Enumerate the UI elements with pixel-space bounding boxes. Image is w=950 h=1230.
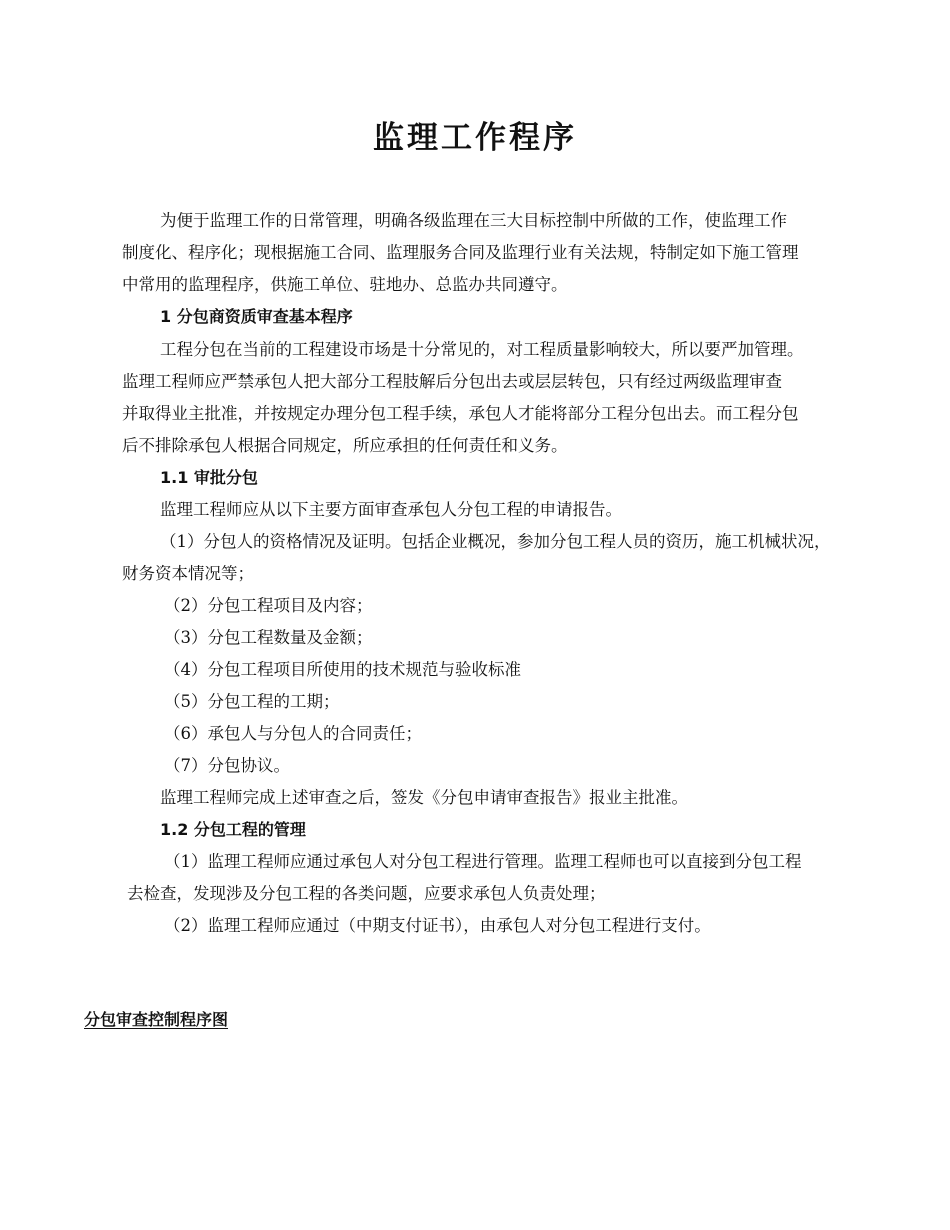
section-1-paragraph-line-4: 后不排除承包人根据合同规定，所应承担的任何责任和义务。: [122, 436, 568, 455]
section-1-paragraph-line-2: 监理工程师应严禁承包人把大部分工程肢解后分包出去或层层转包，只有经过两级监理审查: [122, 372, 782, 391]
management-item-1-line-2: 去检查，发现涉及分包工程的各类问题，应要求承包人负责处理；: [127, 884, 606, 903]
section-1-paragraph-line-3: 并取得业主批准，并按规定办理分包工程手续，承包人才能将部分工程分包出去。而工程分包: [122, 404, 799, 423]
section-1-1-closing: 监理工程师完成上述审查之后，签发《分包申请审查报告》报业主批准。: [160, 788, 688, 807]
review-item-4: （4）分包工程项目所使用的技术规范与验收标准: [164, 660, 521, 679]
section-1-2-heading: 1.2 分包工程的管理: [160, 820, 306, 839]
review-item-6: （6）承包人与分包人的合同责任；: [164, 724, 422, 743]
section-1-1-heading: 1.1 审批分包: [160, 468, 258, 487]
intro-line-1: 为便于监理工作的日常管理，明确各级监理在三大目标控制中所做的工作，使监理工作: [160, 211, 787, 230]
review-item-2: （2）分包工程项目及内容；: [164, 596, 373, 615]
intro-line-2: 制度化、程序化；现根据施工合同、监理服务合同及监理行业有关法规，特制定如下施工管理: [122, 243, 799, 262]
review-item-5: （5）分包工程的工期；: [164, 692, 340, 711]
review-item-1-line-1: （1）分包人的资格情况及证明。包括企业概况，参加分包工程人员的资历，施工机械状况，: [160, 532, 831, 551]
section-1-paragraph-line-1: 工程分包在当前的工程建设市场是十分常见的，对工程质量影响较大，所以要严加管理。: [160, 340, 804, 359]
review-item-3: （3）分包工程数量及金额；: [164, 628, 373, 647]
review-item-7: （7）分包协议。: [164, 756, 290, 775]
intro-line-3: 中常用的监理程序，供施工单位、驻地办、总监办共同遵守。: [122, 275, 568, 294]
review-item-1-line-2: 财务资本情况等；: [122, 564, 254, 583]
section-1-1-lead: 监理工程师应从以下主要方面审查承包人分包工程的申请报告。: [160, 500, 622, 519]
management-item-2: （2）监理工程师应通过（中期支付证书），由承包人对分包工程进行支付。: [164, 916, 711, 935]
section-1-heading: 1 分包商资质审查基本程序: [160, 307, 353, 326]
page-title: 监理工作程序: [373, 120, 577, 156]
flowchart-section-heading: 分包审查控制程序图: [84, 1010, 229, 1029]
management-item-1-line-1: （1）监理工程师应通过承包人对分包工程进行管理。监理工程师也可以直接到分包工程: [164, 852, 802, 871]
